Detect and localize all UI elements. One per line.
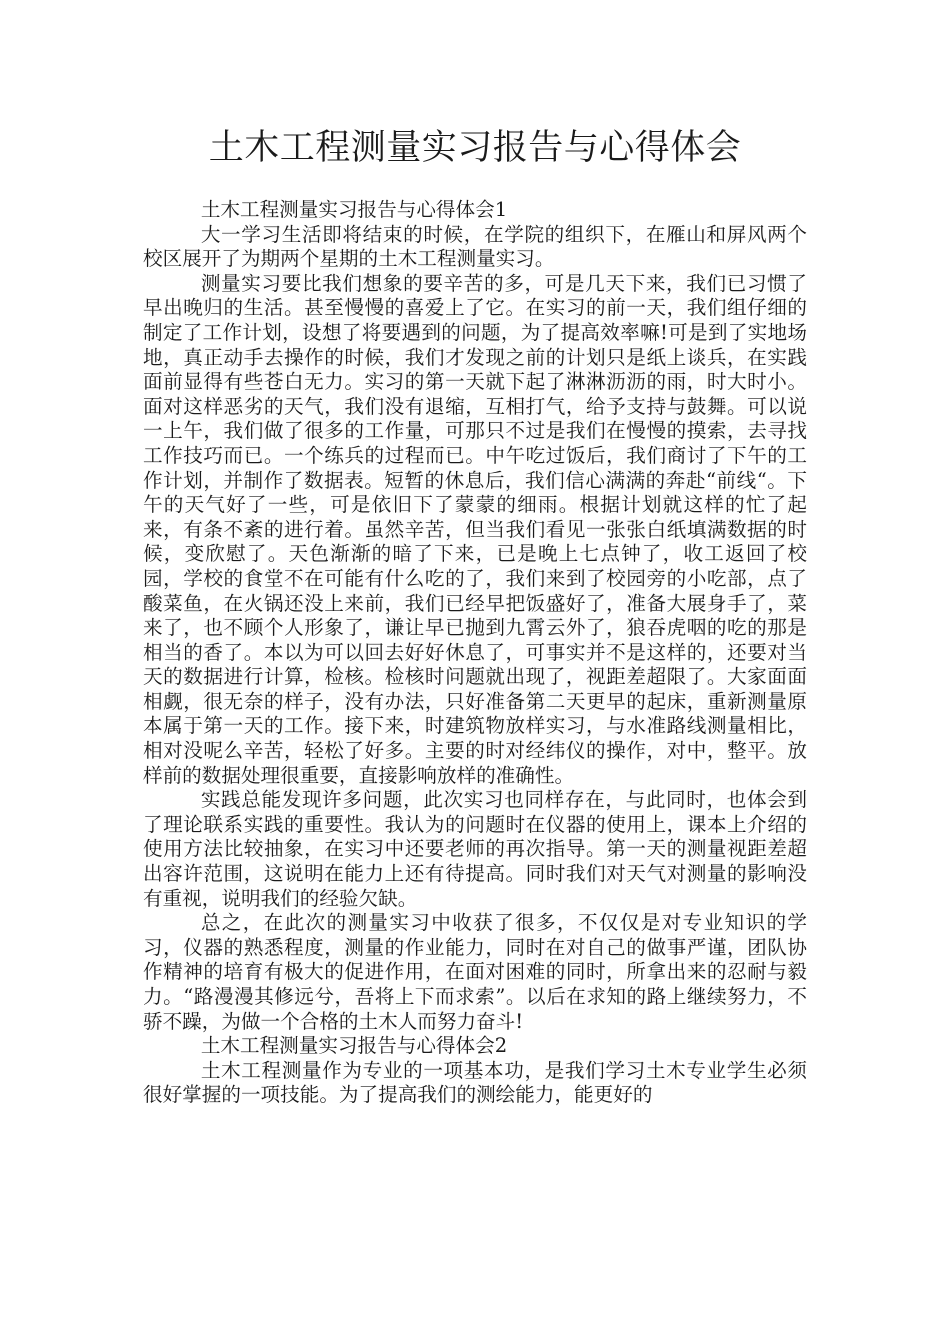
document-title: 土木工程测量实习报告与心得体会: [208, 128, 742, 168]
paragraph-summary: 总之，在此次的测量实习中收获了很多，不仅仅是对专业知识的学习，仪器的熟悉程度，测量的作业能力，同时在对自己的做事严谨，团队协作精神的培育有极大的促进作用，在面对困难的同时，所拿出来的忍耐与毅力。“路漫漫其修远兮，吾将上下而求索”。以后在求知的路上继续努力，不骄不躁，为做一个合格的土木人而努力奋斗!: [143, 911, 807, 1033]
section-heading-1: 土木工程测量实习报告与心得体会1: [200, 198, 508, 221]
paragraph-experience: 测量实习要比我们想象的要辛苦的多，可是几天下来，我们已习惯了早出晚归的生活。甚至慢慢的喜爱上了它。在实习的前一天，我们组仔细的制定了工作计划，设想了将要遇到的问题，为了提高效率嘛!可是到了实地场地，真正动手去操作的时候，我们才发现之前的计划只是纸上谈兵，在实践面前显得有些苍白无力。实习的第一天就下起了淋淋沥沥的雨，时大时小。面对这样恶劣的天气，我们没有退缩，互相打气，给予支持与鼓舞。可以说一上午，我们做了很多的工作量，可那只不过是我们在慢慢的摸索，去寻找工作技巧而已。一个练兵的过程而已。中午吃过饭后，我们商讨了下午的工作计划，并制作了数据表。短暂的休息后，我们信心满满的奔赴“前线“。下午的天气好了一些，可是依旧下了蒙蒙的细雨。根据计划就这样的忙了起来，有条不紊的进行着。虽然辛苦，但当我们看见一张张白纸填满数据的时候，变欣慰了。天色渐渐的暗了下来，已是晚上七点钟了，收工返回了校园，学校的食堂不在可能有什么吃的了，我们来到了校园旁的小吃部，点了酸菜鱼，在火锅还没上来前，我们已经早把饭盛好了，准备大展身手了，菜来了，也不顾个人形象了，谦让早已抛到九霄云外了，狼吞虎咽的吃的那是相当的香了。本以为可以回去好好休息了，可事实并不是这样的，还要对当天的数据进行计算，检核。检核时问题就出现了，视距差超限了。大家面面相觑，很无奈的样子，没有办法，只好准备第二天更早的起床，重新测量原本属于第一天的工作。接下来，时建筑物放样实习，与水准路线测量相比，相对没呢么辛苦，轻松了好多。主要的时对经纬仪的操作，对中，整平。放样前的数据处理很重要，直接影响放样的准确性。: [143, 271, 807, 787]
section-heading-2: 土木工程测量实习报告与心得体会2: [200, 1034, 508, 1058]
paragraph-intro: 大一学习生活即将结束的时候，在学院的组织下，在雁山和屏风两个校区展开了为期两个星期的土木工程测量实习。: [143, 222, 807, 271]
paragraph-report-2-intro: 土木工程测量作为专业的一项基本功，是我们学习土木专业学生必须很好掌握的一项技能。为了提高我们的测绘能力，能更好的: [143, 1058, 807, 1107]
paragraph-problems: 实践总能发现许多问题，此次实习也同样存在，与此同时，也体会到了理论联系实践的重要性。我认为的问题时在仪器的使用上，课本上介绍的使用方法比较抽象，在实习中还要老师的再次指导。第一天的测量视距差超出容许范围，这说明在能力上还有待提高。同时我们对天气对测量的影响没有重视，说明我们的经验欠缺。: [143, 788, 807, 910]
document-body: [143, 198, 807, 1108]
